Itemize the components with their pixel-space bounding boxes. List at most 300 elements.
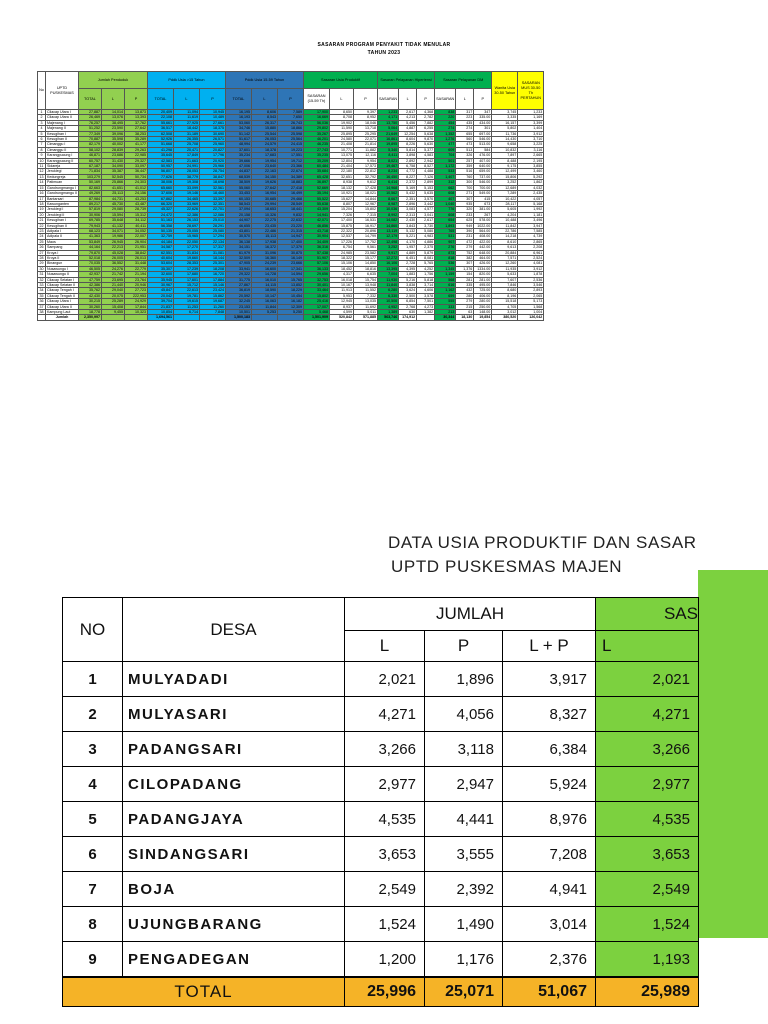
row-number: 14 [39, 180, 44, 185]
table-row [63, 802, 699, 837]
table-cell: 4,606 [417, 288, 435, 293]
table-cell: 4,739 [518, 234, 544, 239]
value-sas-l: 2,021 [596, 662, 699, 697]
table-row [38, 223, 544, 228]
sheet-title-line1: SASARAN PROGRAM PENYAKIT TIDAK MENULAR [317, 42, 451, 48]
table-cell: 4,705 [492, 304, 518, 309]
table-row [63, 767, 699, 802]
table-cell: 53,849 [78, 239, 101, 244]
table-cell: 513.00 [474, 142, 492, 147]
subheader-l: L [173, 89, 199, 110]
table-cell: 51,163 [147, 218, 173, 223]
table-cell: 148.00 [474, 310, 492, 315]
table-cell: 19,986 [101, 234, 124, 239]
table-cell: 20,471 [173, 147, 199, 152]
table-cell: 22,779 [124, 266, 147, 271]
value-sas-l: 2,549 [596, 872, 699, 907]
table-cell: 8,610 [492, 239, 518, 244]
village-name: BOJA [123, 872, 345, 907]
table-cell: 34,151 [225, 245, 251, 250]
table-cell: 578.00 [474, 218, 492, 223]
table-cell: 737.00 [474, 174, 492, 179]
table-cell: 35,235 [303, 153, 329, 158]
table-cell: 4,204 [492, 212, 518, 217]
table-cell: 19,223 [277, 147, 303, 152]
table-cell: 68,539 [225, 174, 251, 179]
table-cell: 37,601 [225, 147, 251, 152]
value-lp: 5,924 [503, 767, 596, 802]
table-cell: 24,415 [277, 142, 303, 147]
subheader-p: P [474, 89, 492, 110]
table-cell: 12,804 [329, 158, 353, 163]
table-cell: 654 [435, 218, 456, 223]
table-cell: 13,948 [353, 283, 377, 288]
table-cell: 52,545 [101, 174, 124, 179]
table-cell: 35,945 [147, 277, 173, 282]
table-cell: 28,117 [492, 201, 518, 206]
table-cell: 464.00 [474, 255, 492, 260]
table-cell: 1,276 [435, 137, 456, 142]
table-cell: 533 [435, 169, 456, 174]
table-cell: 22,180 [329, 169, 353, 174]
total-cell [38, 315, 46, 320]
table-cell: 44,907 [225, 218, 251, 223]
table-cell: 23,153 [225, 304, 251, 309]
table-cell: 37,606 [147, 191, 173, 196]
table-cell: 16,018 [329, 277, 353, 282]
table-cell: 18,590 [251, 288, 277, 293]
total-cell: 30,344 [435, 315, 456, 320]
table-cell: 4,213 [399, 115, 417, 120]
table-cell: 27,743 [303, 147, 329, 152]
table-cell: 2,896 [399, 201, 417, 206]
table-cell: 28,839 [101, 147, 124, 152]
subheader-sasaran: SASARAN [377, 89, 398, 110]
village-name: PENGADEGAN [123, 942, 345, 978]
table-cell: 13,852 [277, 283, 303, 288]
table-cell: 5,765 [417, 261, 435, 266]
table-cell: 25,301 [199, 261, 225, 266]
value-p: 2,947 [425, 767, 503, 802]
table-cell: 32,792 [353, 174, 377, 179]
table-cell: 2,375 [417, 245, 435, 250]
subheader-p: P [124, 89, 147, 110]
table-row [38, 174, 544, 179]
table-cell: 154 [456, 272, 474, 277]
table-cell: 32,600 [147, 272, 173, 277]
table-cell: 57,438 [303, 250, 329, 255]
header-jumlah-penduduk: Jumlah Penduduk [78, 72, 147, 89]
table-row [63, 697, 699, 732]
row-number: 1 [38, 110, 46, 115]
value-sas-l: 3,266 [596, 732, 699, 767]
table-row [38, 153, 544, 158]
table-row [38, 299, 544, 304]
table-cell: 26,904 [124, 239, 147, 244]
table-cell: 655 [456, 131, 474, 136]
table-cell: 68,123 [78, 228, 101, 233]
table-cell: 662 [435, 185, 456, 190]
table-cell: 26,153 [173, 218, 199, 223]
row-number: 33 [39, 283, 44, 287]
table-cell: 9,397 [353, 110, 377, 115]
table-cell: 5,630 [417, 142, 435, 147]
table-cell: 18,229 [277, 288, 303, 293]
table-cell: 17,551 [277, 153, 303, 158]
row-number: 16 [39, 191, 44, 196]
value-p: 3,555 [425, 837, 503, 872]
puskesmas-name: Gandrungmangu II [47, 191, 77, 196]
table-cell: 11,619 [173, 115, 199, 120]
table-cell: 30,967 [147, 283, 173, 288]
table-cell: 18,883 [277, 180, 303, 185]
value-p: 1,176 [425, 942, 503, 978]
table-cell: 29,263 [124, 147, 147, 152]
table-cell: 35,645 [147, 153, 173, 158]
table-cell: 12,272 [377, 255, 398, 260]
table-cell: 16,954 [251, 191, 277, 196]
table-cell: 28,353 [173, 261, 199, 266]
table-cell: 222,953 [124, 293, 147, 298]
table-cell: 40,002 [101, 142, 124, 147]
table-cell: 659.00 [474, 169, 492, 174]
table-cell: 17,294 [199, 234, 225, 239]
value-sas-l: 3,653 [596, 837, 699, 872]
table-cell: 6,451 [399, 255, 417, 260]
table-cell: 16,531 [353, 218, 377, 223]
table-cell: 2,313 [399, 212, 417, 217]
table-cell: 11,552 [353, 288, 377, 293]
table-cell: 32,561 [199, 185, 225, 190]
table-row [38, 126, 544, 131]
table-cell: 37,094 [225, 207, 251, 212]
puskesmas-name: Cimanggu II [46, 147, 79, 152]
table-cell: 5,468 [303, 310, 329, 315]
total-cell: 571,885 [353, 315, 377, 320]
total-cell [124, 315, 147, 320]
table-cell: 45,730 [101, 201, 124, 206]
table-cell: 4,599 [329, 310, 353, 315]
table-cell: 18,442 [173, 126, 199, 131]
table-cell: 50,135 [147, 228, 173, 233]
row-number: 15 [39, 185, 44, 190]
table-cell: 17,601 [173, 277, 199, 282]
table-cell: 20,884 [492, 250, 518, 255]
table-cell: 70,887 [78, 137, 101, 142]
table-cell: 22,786 [492, 228, 518, 233]
total-cell: 126,042 [518, 315, 544, 320]
table-cell: 18,375 [199, 126, 225, 131]
table-cell: 15,312 [124, 212, 147, 217]
table-cell: 31,081 [199, 250, 225, 255]
table-cell: 7,332 [353, 293, 377, 298]
header-wanita: Wanita Usia 30-50 Tahun [492, 72, 518, 110]
value-p: 4,056 [425, 697, 503, 732]
table-cell: 546.00 [474, 180, 492, 185]
puskesmas-name: Cilacap Utara II [46, 304, 79, 309]
table-cell: 7,501 [417, 299, 435, 304]
table-cell: 21,194 [124, 272, 147, 277]
table-cell: 320 [456, 207, 474, 212]
table-cell: 63 [456, 310, 474, 315]
table-cell: 15,627 [329, 196, 353, 201]
table-cell: 57,819 [78, 207, 101, 212]
village-name: MULYADADI [123, 662, 345, 697]
table-cell: 15,106 [329, 261, 353, 266]
table-cell: 35,762 [78, 288, 101, 293]
table-cell: 5,635 [417, 191, 435, 196]
table-cell: 76,257 [78, 120, 101, 125]
table-cell: 47,905 [225, 261, 251, 266]
value-l: 3,653 [345, 837, 425, 872]
total-cell: 563,746 [377, 315, 398, 320]
puskesmas-name: Cilacap Utara I [46, 299, 79, 304]
table-cell: 15,712 [173, 283, 199, 288]
table-cell: 3,335 [492, 115, 518, 120]
table-cell: 16,861 [377, 137, 398, 142]
row-number: 7 [63, 872, 123, 907]
table-cell: 7,315 [353, 212, 377, 217]
table-cell: 271 [456, 191, 474, 196]
row-number: 28 [39, 255, 44, 260]
table-cell: 300 [456, 180, 474, 185]
table-cell: 65,660 [147, 185, 173, 190]
table-row [38, 180, 544, 185]
table-cell: 6,854 [399, 299, 417, 304]
table-cell: 14,115 [251, 283, 277, 288]
table-cell: 7,882 [417, 120, 435, 125]
table-cell: 29,468 [277, 196, 303, 201]
table-cell: 4,081 [518, 261, 544, 266]
table-cell: 34,746 [225, 126, 251, 131]
table-cell: 67,187 [78, 164, 101, 169]
table-cell: 10,036 [377, 207, 398, 212]
table-cell: 27,925 [173, 120, 199, 125]
table-cell: 16,157 [492, 120, 518, 125]
table-cell: 5,633 [492, 272, 518, 277]
table-cell: 1,172 [435, 164, 456, 169]
row-number: 27 [39, 250, 44, 255]
table-cell: 3,898 [399, 153, 417, 158]
table-cell: 12,309 [277, 304, 303, 309]
table-cell: 18,132 [329, 185, 353, 190]
subheader-total: TOTAL [78, 89, 101, 110]
table-cell: 15,177 [353, 255, 377, 260]
table-cell: 71,834 [78, 169, 101, 174]
table-cell: 38,847 [199, 174, 225, 179]
table-cell: 18,021 [353, 191, 377, 196]
table-cell: 907 [435, 239, 456, 244]
table-cell: 40,604 [147, 255, 173, 260]
table-cell: 3,496 [518, 218, 544, 223]
table-cell: 17,884 [199, 277, 225, 282]
table-cell: 700 [456, 185, 474, 190]
table-cell: 22,812 [353, 169, 377, 174]
table-cell: 27,418 [277, 185, 303, 190]
total-cell: 2,350,997 [78, 315, 101, 320]
table-cell: 16,669 [303, 115, 329, 120]
total-cell: 18,130 [456, 315, 474, 320]
table-row [38, 218, 544, 223]
table-cell: 5,340 [377, 147, 398, 152]
table-cell: 43,718 [303, 228, 329, 233]
total-label: TOTAL [63, 977, 345, 1007]
table-cell: 1,878 [518, 272, 544, 277]
table-cell: 11,590 [329, 126, 353, 131]
table-cell: 18,322 [329, 255, 353, 260]
table-cell: 22,674 [277, 169, 303, 174]
table-cell: 935 [456, 201, 474, 206]
table-cell: 1,169 [518, 115, 544, 120]
table-cell: 5,814 [399, 147, 417, 152]
table-row [63, 662, 699, 697]
table-cell: 8,606 [251, 110, 277, 115]
table-cell: 3,912 [518, 266, 544, 271]
puskesmas-name: Majenang II [46, 126, 79, 131]
row-number: 6 [38, 137, 46, 142]
table-cell: 16,499 [277, 191, 303, 196]
table-cell: 62,508 [147, 131, 173, 136]
table-cell: 3,843 [399, 223, 417, 228]
table-cell: 673 [474, 201, 492, 206]
table-cell: 347 [474, 110, 492, 115]
table-row [38, 277, 544, 282]
table-cell: 19,660 [173, 255, 199, 260]
table-cell: 2,065 [518, 293, 544, 298]
puskesmas-name: Nusawungu I [46, 266, 79, 271]
table-cell: 22,213 [101, 245, 124, 250]
table-cell: 11,913 [329, 288, 353, 293]
table-cell: 1,957 [399, 245, 417, 250]
table-cell: 5,216 [399, 277, 417, 282]
table-cell: 43,487 [124, 201, 147, 206]
table-cell: 27,723 [124, 288, 147, 293]
table-cell: 1,407 [435, 174, 456, 179]
table-cell: 35,267 [303, 131, 329, 136]
table-cell: 28,754 [199, 169, 225, 174]
table-cell: 32,351 [199, 201, 225, 206]
table-cell: 609 [435, 147, 456, 152]
table-cell: 333 [435, 304, 456, 309]
table-cell: 8,992 [377, 212, 398, 217]
table-cell: 48,994 [225, 142, 251, 147]
table-row [38, 158, 544, 163]
table-cell: 11,692 [353, 304, 377, 309]
table-cell: 4,886 [417, 239, 435, 244]
row-number: 5 [38, 131, 46, 136]
table-cell: 32,651 [329, 174, 353, 179]
table-cell: 18,452 [329, 266, 353, 271]
puskesmas-name: Maos [46, 239, 79, 244]
table-row [38, 191, 544, 196]
table-cell: 5,132 [399, 228, 417, 233]
table-cell: 2,665 [518, 153, 544, 158]
puskesmas-name: Kampung Laut [46, 310, 79, 315]
table-cell: 16,450 [377, 174, 398, 179]
table-cell: 25,113 [101, 191, 124, 196]
subheader-p: P [417, 89, 435, 110]
table-cell: 415 [474, 196, 492, 201]
table-cell: 15,518 [492, 299, 518, 304]
table-cell: 46,235 [303, 142, 329, 147]
table-cell: 8,234 [377, 169, 398, 174]
table-cell: 2,893 [518, 288, 544, 293]
table-cell: 274 [435, 126, 456, 131]
table-cell: 9,561 [353, 245, 377, 250]
puskesmas-name: Cimanggu I [46, 142, 79, 147]
table-cell: 18,778 [78, 310, 101, 315]
table-cell: 10,921 [329, 191, 353, 196]
table-cell: 435 [456, 120, 474, 125]
puskesmas-name: Adipala II [46, 234, 79, 239]
table-cell: 26,469 [78, 115, 101, 120]
puskesmas-name: Karangpucung II [46, 158, 79, 163]
table-cell: 20,920 [199, 158, 225, 163]
table-cell: 8,227 [399, 174, 417, 179]
table-cell: 5,879 [417, 250, 435, 255]
table-cell: 56,036 [303, 120, 329, 125]
table-cell: 34,090 [101, 164, 124, 169]
table-cell: 21,814 [353, 142, 377, 147]
table-row [63, 837, 699, 872]
row-number: 17 [39, 196, 44, 201]
table-cell: 10,489 [199, 115, 225, 120]
table-cell: 17,683 [251, 153, 277, 158]
table-cell: 30,904 [303, 234, 329, 239]
table-cell: 279 [456, 299, 474, 304]
table-cell: 11,260 [199, 304, 225, 309]
table-cell: 23,666 [277, 261, 303, 266]
table-cell: 77,626 [147, 174, 173, 179]
table-cell: 1,233 [377, 110, 398, 115]
value-p: 1,490 [425, 907, 503, 942]
table-cell: 21,837 [147, 304, 173, 309]
table-cell: 24,579 [251, 142, 277, 147]
table-row [38, 196, 544, 201]
table-cell: 648.00 [474, 250, 492, 255]
table-cell: 50,169 [78, 180, 101, 185]
table-cell: 5,953 [329, 293, 353, 298]
table-cell: 30,875 [277, 250, 303, 255]
header-hipertensi: Sasaran Pelayanan Hipertensi [377, 72, 434, 89]
table-cell: 5,377 [417, 147, 435, 152]
table-cell: 49,269 [78, 191, 101, 196]
table-cell: 23,582 [353, 250, 377, 255]
table-cell: 5,605 [492, 207, 518, 212]
table-cell: 34,587 [147, 245, 173, 250]
total-lp: 51,067 [503, 977, 596, 1007]
table-row [38, 207, 544, 212]
table-cell: 5,169 [399, 185, 417, 190]
table-cell: 30,685 [251, 196, 277, 201]
table-cell: 8,226 [399, 142, 417, 147]
table-cell: 1,756 [417, 272, 435, 277]
total-cell: 520,842 [329, 315, 353, 320]
table-cell: 62,551 [147, 250, 173, 255]
table-cell: 22,701 [199, 207, 225, 212]
table-cell: 9,455 [101, 310, 124, 315]
table-cell: 15,875 [329, 223, 353, 228]
table-cell: 407.00 [474, 158, 492, 163]
subheader-total: TOTAL [225, 89, 251, 110]
table-cell: 38,842 [124, 250, 147, 255]
table-cell: 35,289 [124, 137, 147, 142]
table-cell: 6,255 [417, 126, 435, 131]
table-cell: 58,543 [225, 201, 251, 206]
table-cell: 267 [474, 212, 492, 217]
sheet-title-line2: TAHUN 2023 [367, 50, 401, 56]
table-cell: 422.00 [474, 239, 492, 244]
